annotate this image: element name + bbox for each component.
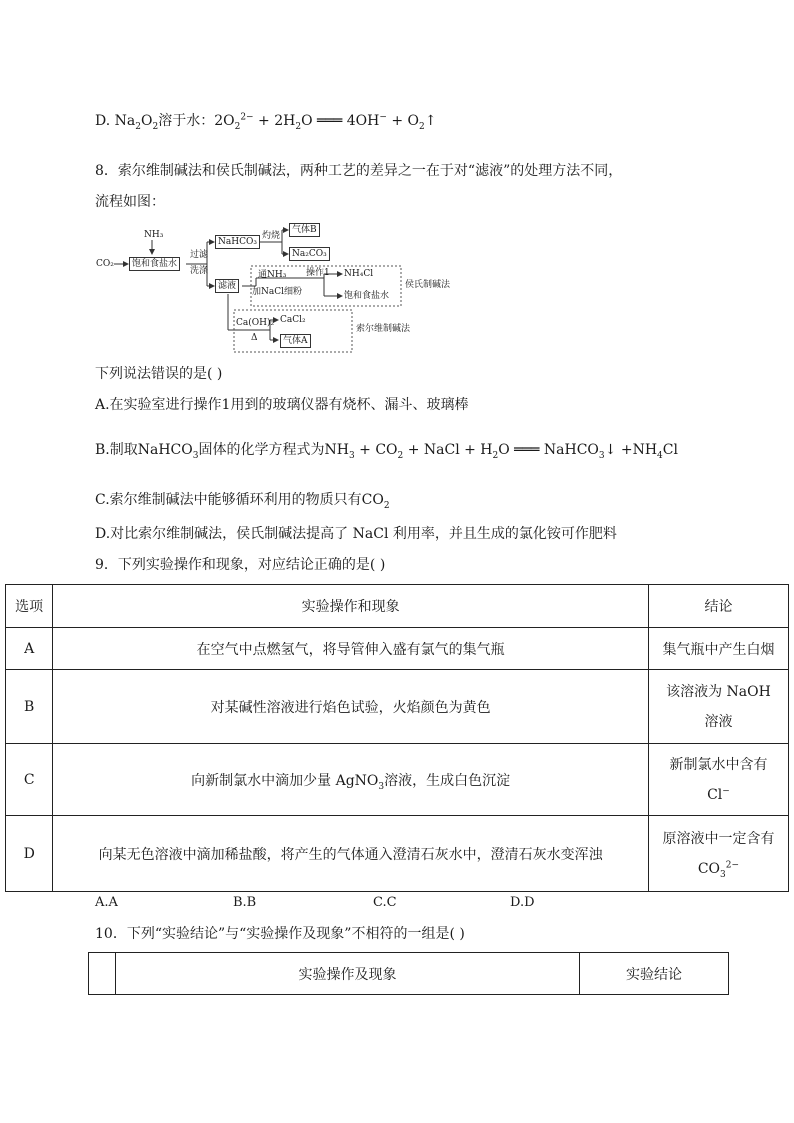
hou-method-label: 侯氏制碱法 (405, 280, 451, 290)
q8-option-c-text: C.索尔维制碱法中能够循环利用的物质只有 (95, 492, 362, 508)
q9-table (5, 584, 789, 892)
table-row (6, 744, 789, 816)
gas-a-box: 气体A (280, 334, 311, 348)
formula-co3-ion: $CO_3^{2-}$ (697, 859, 740, 880)
q8-option-a: A.在实验室进行操作1用到的玻璃仪器有烧杯、漏斗、玻璃棒 (95, 397, 469, 413)
table-header-row (6, 585, 789, 628)
row-d-conclusion-1: 原溶液中一定含有 (662, 830, 775, 847)
formula-co2: $CO_2$ (361, 492, 390, 511)
nh3-input-label: NH₃ (144, 230, 164, 240)
row-c-operation-1: 向新制氯水中滴加少量 (191, 772, 332, 789)
header-option: 选项 (6, 585, 53, 628)
wash-label: 洗涤 (190, 266, 209, 276)
row-c-operation-2: 溶液，生成白色沉淀 (384, 772, 511, 789)
row-b-operation: 对某碱性溶液进行焰色试验，火焰颜色为黄色 (53, 670, 649, 744)
soda-process-flow-diagram (94, 222, 464, 357)
q8-option-d (95, 525, 617, 543)
table-row (6, 816, 789, 892)
equation-na2o2-water: $2O_2^{2-} + 2H_2O$ ═══ $4OH^- + O_2↑$ (214, 112, 437, 132)
row-d-operation: 向某无色溶液中滴加稀盐酸，将产生的气体通入澄清石灰水中，澄清石灰水变浑浊 (53, 816, 649, 892)
na2co3-box: Na₂CO₃ (289, 247, 330, 261)
row-c-option: C (6, 744, 53, 816)
delta-label: Δ (251, 333, 258, 343)
operation1-label: 操作1 (306, 268, 330, 278)
table-header-row (89, 953, 729, 995)
row-b-conclusion-1: 该溶液为 (666, 683, 723, 700)
saturated-brine-box: 饱和食盐水 (129, 257, 180, 271)
header-operation: 实验操作和现象 (53, 585, 649, 628)
row-b-conclusion (648, 670, 788, 744)
q7-option-d-label: D. (95, 113, 115, 129)
q8-option-d-suffix: 利用率，并且生成的氯化铵可作肥料 (392, 526, 617, 542)
nahco3-box: NaHCO₃ (215, 235, 260, 249)
solvay-method-label: 索尔维制碱法 (356, 324, 411, 334)
formula-naoh: NaOH (722, 683, 771, 700)
row-d-conclusion (648, 816, 788, 892)
q8-option-b (95, 441, 678, 459)
q8-question: 下列说法错误的是( ) (95, 366, 223, 382)
q8-option-b-prefix: B.制取 (95, 442, 138, 458)
row-a-conclusion: 集气瓶中产生白烟 (648, 628, 788, 670)
formula-cl-ion: Cl− (707, 785, 730, 803)
equation-nahco3-preparation: $NH_3 + CO_2$ + NaCl + $H_2O$ ═══ NaHCO$_3$↓ $+NH_4Cl$ (324, 442, 678, 461)
formula-agno3: AgNO$_3$ (331, 772, 385, 792)
filter-label: 过滤 (190, 250, 209, 260)
row-a-operation: 在空气中点燃氢气，将导管伸入盛有氯气的集气瓶 (53, 628, 649, 670)
header-conclusion: 结论 (648, 585, 788, 628)
formula-nacl: NaCl (348, 526, 393, 542)
row-c-operation (53, 744, 649, 816)
q10-header-blank (89, 953, 116, 995)
row-c-conclusion (648, 744, 788, 816)
formula-na2o2: $Na_2O_2$ (114, 113, 159, 132)
q9-choice-c: C.C (373, 895, 397, 910)
q7-option-d-text: 溶于水： (158, 113, 215, 129)
table-row (6, 670, 789, 744)
saturated-brine2-label: 饱和食盐水 (344, 291, 390, 301)
calcine-label: 灼烧 (262, 231, 281, 241)
q7-option-d (95, 112, 436, 130)
cacl2-label: CaCl₂ (280, 315, 306, 325)
row-a-option: A (6, 628, 53, 670)
row-c-conclusion-1: 新制氯水中含有 (669, 756, 768, 773)
q8-option-c (95, 491, 390, 509)
q9-choice-d: D.D (510, 895, 535, 910)
q8-option-d-prefix: D.对比索尔维制碱法，侯氏制碱法提高了 (95, 526, 349, 542)
formula-nahco3: NaHCO$_3$ (137, 442, 199, 461)
q8-stem-line2: 流程如图： (95, 194, 165, 210)
nh4cl-label: NH₄Cl (344, 269, 374, 279)
gas-b-box: 气体B (289, 223, 320, 237)
co2-input-label: CO₂ (96, 259, 114, 269)
q9-choice-a: A.A (95, 895, 118, 910)
q8-stem-line1: 8．索尔维制碱法和侯氏制碱法，两种工艺的差异之一在于对“滤液”的处理方法不同， (95, 163, 623, 179)
q8-option-b-mid: 固体的化学方程式为 (198, 442, 325, 458)
q10-stem: 10．下列“实验结论”与“实验操作及现象”不相符的一组是( ) (95, 926, 465, 942)
row-b-conclusion-2: 溶液 (704, 713, 733, 730)
table-row (6, 628, 789, 670)
q10-header-operation: 实验操作及现象 (116, 953, 580, 995)
row-b-option: B (6, 670, 53, 744)
row-d-option: D (6, 816, 53, 892)
q10-table (88, 952, 729, 995)
q9-stem: 9．下列实验操作和现象，对应结论正确的是( ) (95, 557, 386, 573)
add-nacl-label: 加NaCl细粉 (252, 287, 303, 297)
caoh2-label: Ca(OH)₂ (236, 318, 275, 328)
q10-header-conclusion: 实验结论 (580, 953, 729, 995)
q9-choice-b: B.B (233, 895, 257, 910)
pass-nh3-label: 通NH₃ (258, 270, 287, 280)
filtrate-box: 滤液 (215, 279, 239, 293)
